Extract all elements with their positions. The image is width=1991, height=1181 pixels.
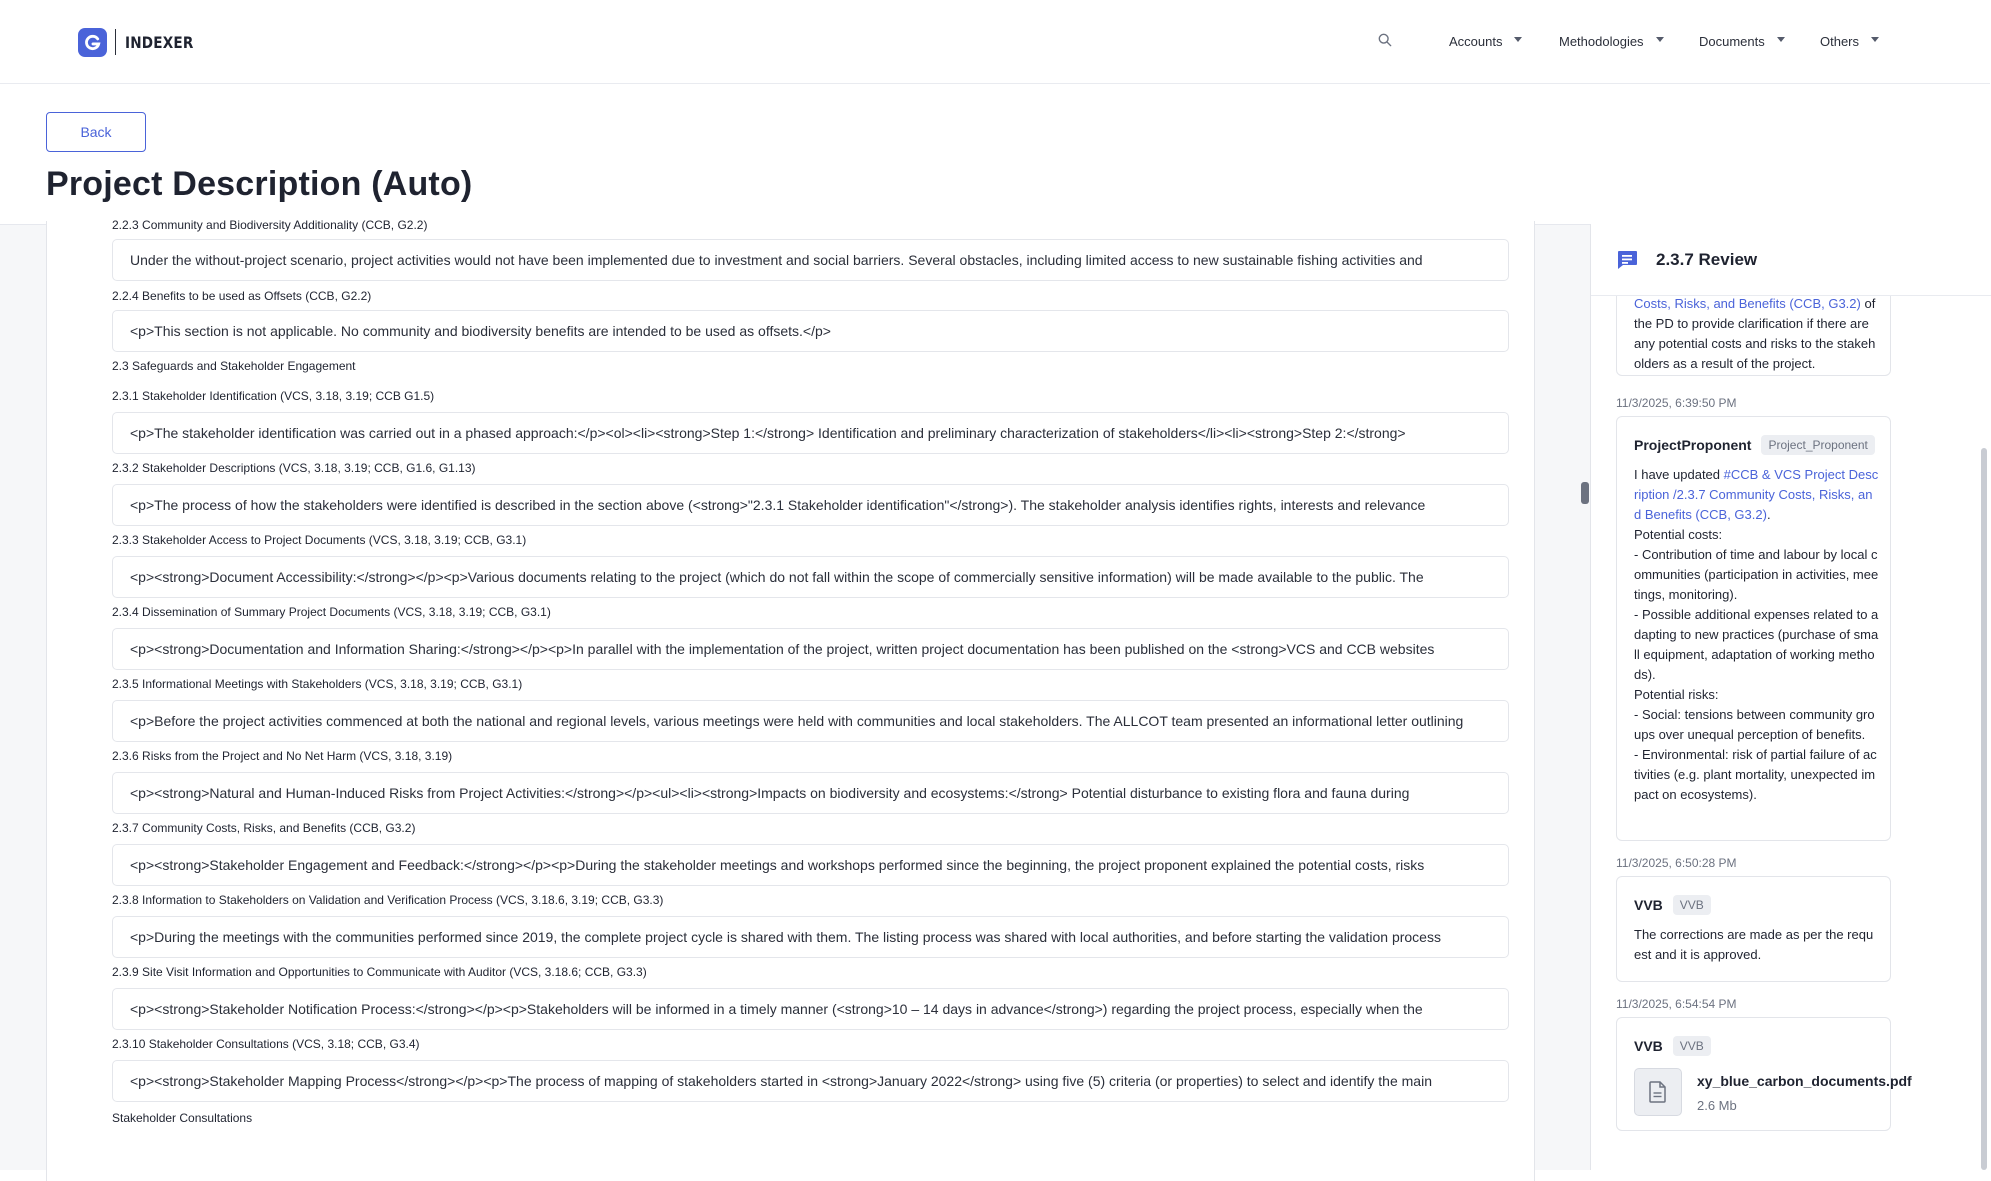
comment-text: - Possible additional expenses related to adapting to new practices (purchase of small equipment, adaptation of working methods). [1634,607,1879,682]
comment-text: - Contribution of time and labour by local communities (participation in activities, meetings, monitoring). [1634,547,1879,602]
field-label: 2.3.6 Risks from the Project and No Net Harm (VCS, 3.18, 3.19) [112,749,453,763]
comment-text: Potential risks: [1634,687,1719,702]
field-input[interactable]: <p>During the meetings with the communities performed since 2019, the complete project cycle is shared with them. The listing process was shared with local authorities, and before starting the validation process [112,916,1509,958]
review-header [1591,224,1991,296]
field-label: 2.3.4 Dissemination of Summary Project Documents (VCS, 3.18, 3.19; CCB, G3.1) [112,605,551,619]
logo-icon [78,28,107,57]
nav-others-label: Others [1820,34,1860,49]
review-scrollbar[interactable] [1981,448,1987,1170]
field-label: 2.3.9 Site Visit Information and Opportunities to Communicate with Auditor (VCS, 3.18.6; CCB, G3.3) [112,965,647,979]
role-badge: VVB [1673,1036,1711,1056]
field-label: 2.3.7 Community Costs, Risks, and Benefits (CCB, G3.2) [112,821,416,835]
section-link[interactable]: #CCB & VCS Project Description /2.3.7 Community Costs, Risks, and Benefits (CCB, G3.2) [1634,467,1879,522]
field-label: 2.2.3 Community and Biodiversity Additionality (CCB, G2.2) [112,218,428,232]
comment-card [1616,1017,1912,1131]
search-icon[interactable] [1378,33,1394,49]
logo-separator [115,29,116,55]
field-input[interactable]: <p><strong>Stakeholder Notification Process:</strong></p><p>Stakeholders will be informed in a timely manner (<strong>10 – 14 days in advance</strong>) regarding the project process, especially when the [112,988,1509,1030]
nav-documents[interactable] [1699,34,1785,49]
chevron-down-icon [1871,37,1879,42]
document-form [46,218,1535,1181]
field-input[interactable]: <p><strong>Documentation and Information Sharing:</strong></p><p>In parallel with the implementation of the project, written project documentation has been published on the <strong>VCS and CCB websites [112,628,1509,670]
comment-text: - Environmental: risk of partial failure of activities (e.g. plant mortality, unexpected impact on ecosystems). [1634,747,1877,802]
logo-text: INDEXER [125,32,194,52]
field-label: 2.2.4 Benefits to be used as Offsets (CCB, G2.2) [112,289,372,303]
review-comments [1591,296,1991,1170]
field-input[interactable]: <p>The stakeholder identification was carried out in a phased approach:</p><ol><li><strong>Step 1:</strong> Identification and preliminary characterization of stakeholders</li><li><strong>Step 2:</strong> [112,412,1509,454]
top-navbar [0,0,1990,84]
comment-text: I have updated [1634,467,1724,482]
section-link[interactable]: Costs, Risks, and Benefits (CCB, G3.2) [1634,296,1861,311]
review-title: 2.3.7 Review [1656,250,1758,269]
attachment-name[interactable]: xy_blue_carbon_documents.pdf [1697,1073,1912,1089]
page-title: Project Description (Auto) [46,165,473,203]
field-input[interactable]: <p><strong>Natural and Human-Induced Risks from Project Activities:</strong></p><ul><li><strong>Impacts on biodiversity and ecosystems:</strong> Potential disturbance to existing flora and fauna during [112,772,1509,814]
field-input[interactable]: <p>The process of how the stakeholders were identified is described in the section above (<strong>"2.3.1 Stakeholder identification"</strong>). The stakeholder analysis identifies rights, interests and relevance [112,484,1509,526]
nav-accounts[interactable] [1449,34,1522,49]
review-panel [1590,224,1990,1170]
nav-methodologies[interactable] [1559,34,1664,49]
chevron-down-icon [1777,37,1785,42]
comment-text: Potential costs: [1634,527,1723,542]
back-button[interactable]: Back [46,112,146,152]
comment-icon [1616,250,1638,275]
section-heading: Stakeholder Consultations [112,1111,253,1125]
app-logo[interactable] [78,27,206,57]
comment-text: - Social: tensions between community groups over unequal perception of benefits. [1634,707,1875,742]
comment-card: ProjectProponent Project_Proponent I have updated #CCB & VCS Project Description /2.3.7 Community Costs, Risks, and Benefits (CCB, G3.2). Potential costs: - Contribution of time and labour by local communities (participation in activities, meetings, monitoring). - Possible additional expenses related to adapting to new practices (purchase of small equipment, adaptation of working methods). Potential risks: - Social: tensions between community groups over unequal perception of benefits. - Environmental: risk of partial failure of activities (e.g. plant mortality, unexpected impact on ecosystems). [1616,416,1891,841]
field-input[interactable]: <p><strong>Document Accessibility:</strong></p><p>Various documents relating to the project (which do not fall within the scope of commercially sensitive information) will be made available to the public. The [112,556,1509,598]
nav-others[interactable] [1820,34,1879,49]
field-label: 2.3.8 Information to Stakeholders on Validation and Verification Process (VCS, 3.18.6, 3.19; CCB, G3.3) [112,893,664,907]
field-input[interactable]: <p>Before the project activities commenced at both the national and regional levels, various meetings were held with communities and local stakeholders. The ALLCOT team presented an informational letter outlining [112,700,1509,742]
attachment-size: 2.6 Mb [1697,1098,1737,1113]
comment-text: of [1860,296,1876,311]
nav-accounts-label: Accounts [1449,34,1503,49]
comment-timestamp: 11/3/2025, 6:50:28 PM [1616,856,1737,870]
comment-text: The corrections are made as per the request and it is approved. [1634,927,1874,962]
comment-author: ProjectProponent Project_Proponent [1634,435,1875,455]
field-label: 2.3.2 Stakeholder Descriptions (VCS, 3.18, 3.19; CCB, G1.6, G1.13) [112,461,476,475]
role-badge: VVB [1673,895,1711,915]
comment-timestamp: 11/3/2025, 6:39:50 PM [1616,396,1737,410]
comment-card [1616,876,1891,982]
field-input[interactable]: <p><strong>Stakeholder Engagement and Feedback:</strong></p><p>During the stakeholder meetings and workshops performed since the beginning, the project proponent explained the potential costs, risks [112,844,1509,886]
field-label: 2.3.3 Stakeholder Access to Project Documents (VCS, 3.18, 3.19; CCB, G3.1) [112,533,527,547]
field-label: 2.3.5 Informational Meetings with Stakeholders (VCS, 3.18, 3.19; CCB, G3.1) [112,677,523,691]
field-label: 2.3.1 Stakeholder Identification (VCS, 3.18, 3.19; CCB G1.5) [112,389,435,403]
field-input[interactable]: Under the without-project scenario, project activities would not have been implemented due to investment and social barriers. Several obstacles, including limited access to new sustainable fishing activities and [112,239,1509,281]
role-badge: Project_Proponent [1761,435,1874,455]
comment-author: VVB VVB [1634,1036,1711,1056]
nav-documents-label: Documents [1699,34,1765,49]
nav-methodologies-label: Methodologies [1559,34,1644,49]
field-label: 2.3.10 Stakeholder Consultations (VCS, 3.18; CCB, G3.4) [112,1037,420,1051]
field-input[interactable]: <p><strong>Stakeholder Mapping Process</strong></p><p>The process of mapping of stakeholders started in <strong>January 2022</strong> using five (5) criteria (or properties) to select and identify the main [112,1060,1509,1102]
chevron-down-icon [1656,37,1664,42]
document-scrollbar[interactable] [1581,482,1589,504]
comment-text: the PD to provide clarification if there are any potential costs and risks to the stakeholders as a result of the project. [1634,316,1876,371]
comment-author: VVB VVB [1634,895,1711,915]
file-icon[interactable] [1634,1068,1682,1116]
field-input[interactable]: <p>This section is not applicable. No community and biodiversity benefits are intended to be used as offsets.</p> [112,310,1509,352]
chevron-down-icon [1514,37,1522,42]
comment-timestamp: 11/3/2025, 6:54:54 PM [1616,997,1737,1011]
section-heading: 2.3 Safeguards and Stakeholder Engagement [112,359,356,373]
